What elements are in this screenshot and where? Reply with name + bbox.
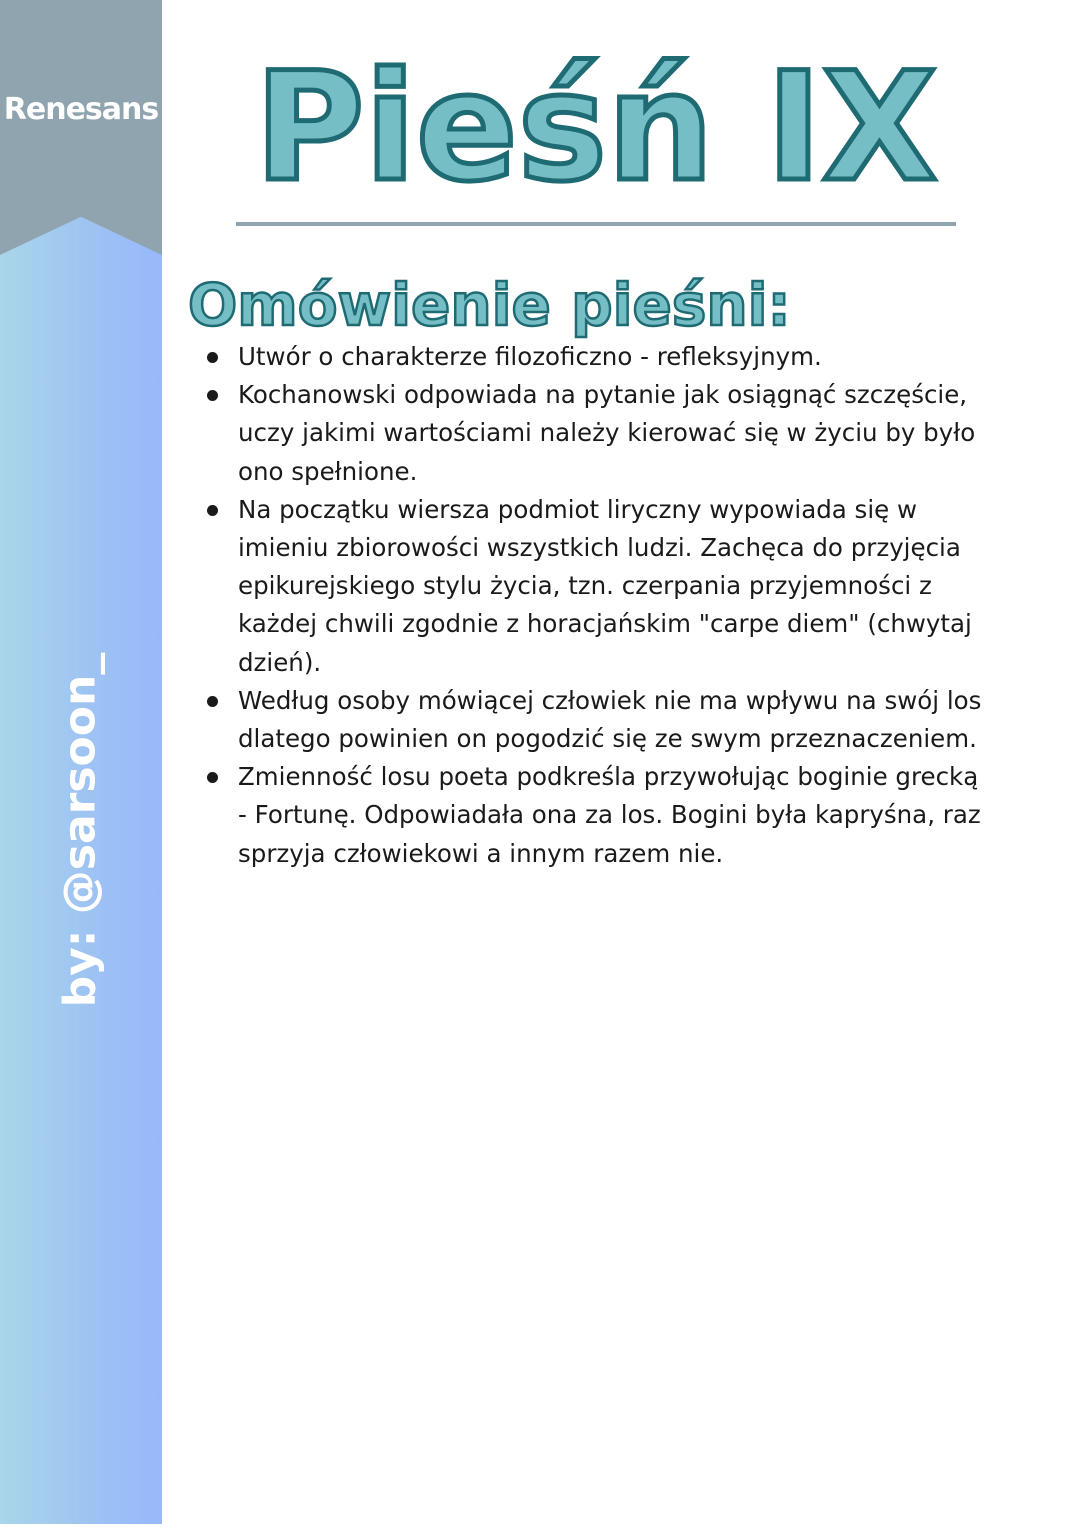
section-heading: Omówienie pieśni:: [188, 271, 791, 339]
title-divider: [236, 222, 956, 226]
list-item: Utwór o charakterze filozoficzno - refleksyjnym.: [205, 338, 985, 376]
author-credit: by: @sarsoon_: [54, 652, 106, 1008]
section-label: Renesans: [3, 92, 159, 127]
list-item: Na początku wiersza podmiot liryczny wypowiada się w imieniu zbiorowości wszystkich ludzi. Zachęca do przyjęcia epikurejskiego stylu życia, tzn. czerpania przyjemności z każdej chwili zgodnie z horacjańskim "carpe diem" (chwytaj dzień).: [205, 491, 985, 682]
list-item: Według osoby mówiącej człowiek nie ma wpływu na swój los dlatego powinien on pogodzić się ze swym przeznaczeniem.: [205, 682, 985, 758]
bullet-list: [205, 338, 985, 873]
list-item: Zmienność losu poeta podkreśla przywołując boginie grecką - Fortunę. Odpowiadała ona za los. Bogini była kapryśna, raz sprzyja człowiekowi a innym razem nie.: [205, 758, 985, 873]
sidebar-strip: [0, 0, 162, 1524]
page-title: Pieśń IX: [254, 41, 938, 215]
list-item: Kochanowski odpowiada na pytanie jak osiągnąć szczęście, uczy jakimi wartościami należy kierować się w życiu by było ono spełnione.: [205, 376, 985, 491]
section-tab: [0, 0, 162, 255]
